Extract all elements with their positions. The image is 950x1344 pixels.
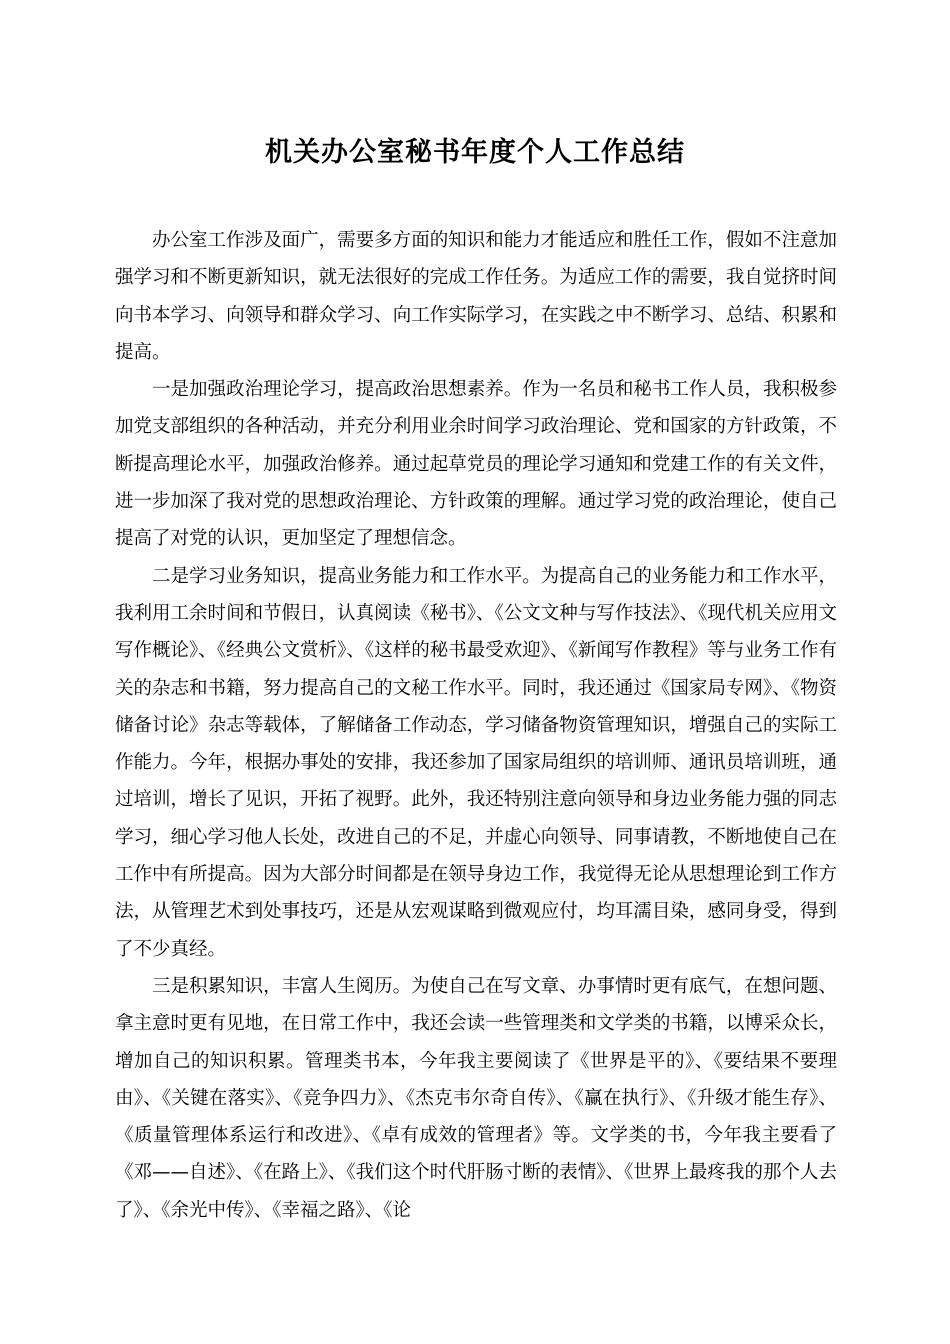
paragraph-knowledge-accumulation: 三是积累知识，丰富人生阅历。为使自己在写文章、办事情时更有底气，在想问题、拿主意时更有见地，在日常工作中，我还会读一些管理类和文学类的书籍，以博采众长，增加自己的知识积累。管理类书本，今年我主要阅读了《世界是平的》、《要结果不要理由》、《关键在落实》、《竞争四力》、《杰克韦尔奇自传》、《赢在执行》、《升级才能生存》、《质量管理体系运行和改进》、《卓有成效的管理者》等。文学类的书，今年我主要看了《邓——自述》、《在路上》、《我们这个时代肝肠寸断的表情》、《世界上最疼我的那个人去了》、《余光中传》、《幸福之路》、《论 [115,975,837,1221]
document-body [115,222,837,1229]
paragraph-intro: 办公室工作涉及面广，需要多方面的知识和能力才能适应和胜任工作，假如不注意加强学习和不断更新知识，就无法很好的完成工作任务。为适应工作的需要，我自觉挤时间向书本学习、向领导和群众学习、向工作实际学习，在实践之中不断学习、总结、积累和提高。 [115,230,837,363]
paragraph-business-study: 二是学习业务知识，提高业务能力和工作水平。为提高自己的业务能力和工作水平，我利用工余时间和节假日，认真阅读《秘书》、《公文文种与写作技法》、《现代机关应用文写作概论》、《经典公文赏析》、《这样的秘书最受欢迎》、《新闻写作教程》等与业务工作有关的杂志和书籍，努力提高自己的文秘工作水平。同时，我还通过《国家局专网》、《物资储备讨论》杂志等载体，了解储备工作动态，学习储备物资管理知识，增强自己的实际工作能力。今年，根据办事处的安排，我还参加了国家局组织的培训师、通讯员培训班，通过培训，增长了见识，开拓了视野。此外，我还特别注意向领导和身边业务能力强的同志学习，细心学习他人长处，改进自己的不足，并虚心向领导、同事请教，不断地使自己在工作中有所提高。因为大部分时间都是在领导身边工作，我觉得无论从思想理论到工作方法，从管理艺术到处事技巧，还是从宏观谋略到微观应付，均耳濡目染，感同身受，得到了不少真经。 [115,565,837,960]
document-title: 机关办公室秘书年度个人工作总结 [265,137,685,168]
paragraph-political-study: 一是加强政治理论学习，提高政治思想素养。作为一名员和秘书工作人员，我积极参加党支部组织的各种活动，并充分利用业余时间学习政治理论、党和国家的方针政策，不断提高理论水平，加强政治修养。通过起草党员的理论学习通知和党建工作的有关文件，进一步加深了我对党的思想政治理论、方针政策的理解。通过学习党的政治理论，使自己提高了对党的认识，更加坚定了理想信念。 [115,379,837,550]
